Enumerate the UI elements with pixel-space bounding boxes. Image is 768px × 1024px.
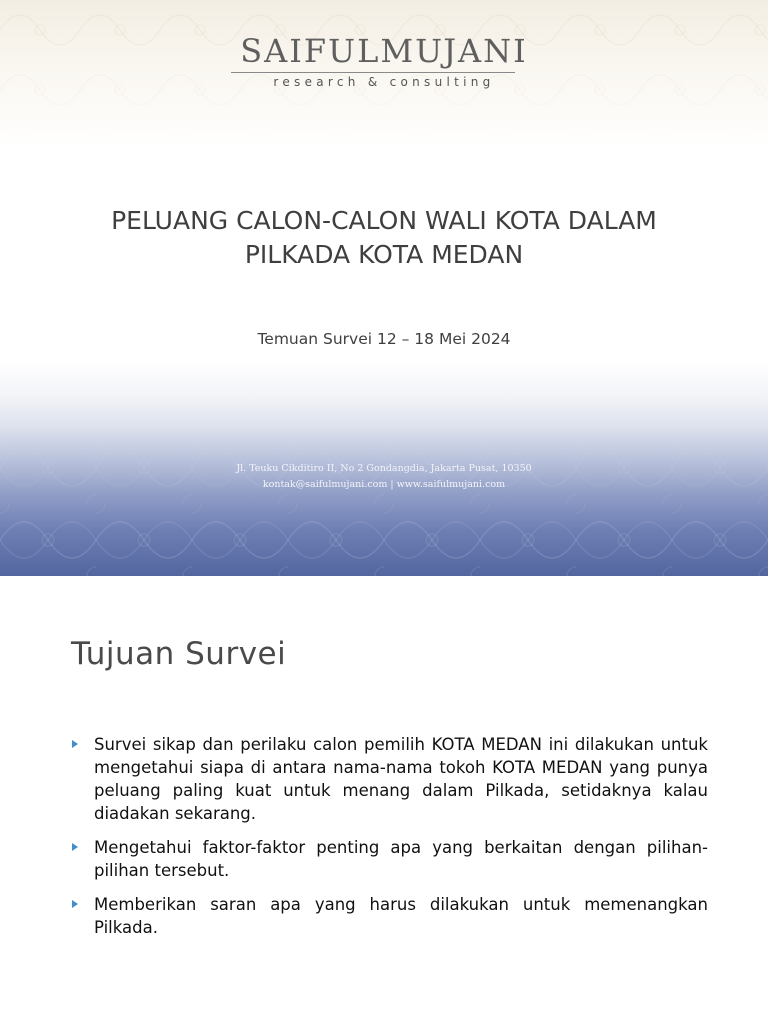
objective-item [72,836,708,882]
logo-wordmark: SAIFULMUJANI [240,32,528,70]
cover-contact: kontak@saifulmujani.com | www.saifulmujani.com [262,479,506,490]
logo-divider [231,72,515,73]
cover-subtitle: Temuan Survei 12 – 18 Mei 2024 [257,330,511,348]
objective-text: Memberikan saran apa yang harus dilakukan untuk memenangkan Pilkada. [94,895,708,937]
objectives-slide [0,576,768,1024]
cover-title [40,204,728,272]
cover-title-line-2: PILKADA KOTA MEDAN [244,240,524,269]
objective-text: Mengetahui faktor-faktor penting apa yang berkaitan dengan pilihan-pilihan tersebut. [94,838,708,880]
cover-address: Jl. Teuku Cikditiro II, No 2 Gondangdia, Jakarta Pusat, 10350 [236,463,532,474]
objective-text: Survei sikap dan perilaku calon pemilih KOTA MEDAN ini dilakukan untuk mengetahui siapa di antara nama-nama tokoh KOTA MEDAN yang punya peluang paling kuat untuk menang dalam Pilkada, setidaknya kalau diadakan sekarang. [94,735,708,823]
logo-tagline: research & consulting [273,75,495,89]
objectives-list [72,733,708,950]
objective-item [72,893,708,939]
triangle-bullet-icon [72,843,78,851]
objective-item [72,733,708,825]
cover-address-block [0,461,768,493]
triangle-bullet-icon [72,740,78,748]
objectives-heading: Tujuan Survei [71,636,287,672]
triangle-bullet-icon [72,900,78,908]
cover-title-line-1: PELUANG CALON-CALON WALI KOTA DALAM [111,206,657,235]
